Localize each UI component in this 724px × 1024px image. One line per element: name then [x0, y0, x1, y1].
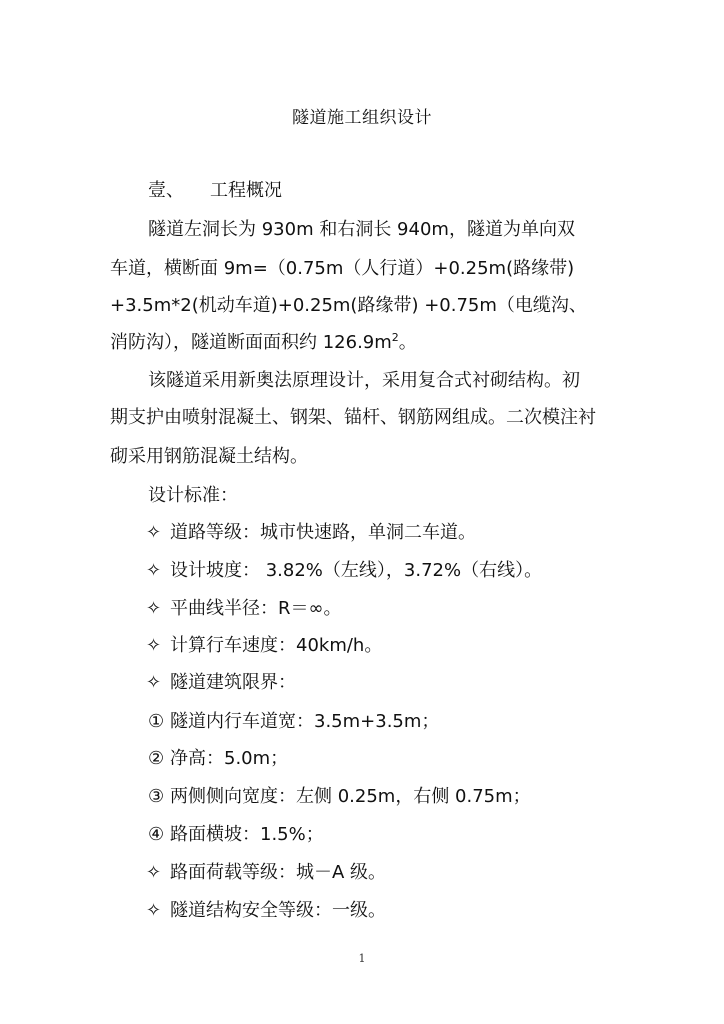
list-item-text: 隧道结构安全等级：一级。	[170, 900, 386, 921]
superscript: 2	[391, 331, 399, 344]
list-item-text: 道路等级：城市快速路，单洞二车道。	[170, 522, 476, 543]
circled-number-mark: ③	[148, 786, 165, 807]
sparkle-bullet-icon: ✧	[146, 522, 162, 543]
sub-list-item-text: 路面横坡：1.5%；	[170, 824, 324, 845]
sparkle-bullet-icon: ✧	[146, 560, 162, 581]
paragraph-line: 隧道左洞长为 930m 和右洞长 940m，隧道为单向双	[148, 219, 575, 240]
sub-list-item	[148, 709, 439, 735]
document-title: 隧道施工组织设计	[292, 108, 432, 128]
list-item-text: 平曲线半径：R＝∞。	[170, 598, 342, 619]
sub-list-item	[148, 784, 531, 810]
sparkle-bullet-icon: ✧	[146, 635, 162, 656]
sub-list-item-text: 隧道内行车道宽：3.5m+3.5m；	[170, 711, 440, 732]
list-item	[146, 596, 342, 622]
circled-number-mark: ④	[148, 824, 165, 845]
list-item	[146, 633, 382, 659]
paragraph-line: 该隧道采用新奥法原理设计，采用复合式衬砌结构。初	[148, 370, 580, 391]
sparkle-bullet-icon: ✧	[146, 900, 162, 921]
paragraph-text: 。	[398, 332, 417, 353]
section-heading	[148, 178, 282, 204]
sub-list-item-text: 两侧侧向宽度：左侧 0.25m，右侧 0.75m；	[170, 786, 531, 807]
sparkle-bullet-icon: ✧	[146, 862, 162, 883]
list-item	[146, 898, 386, 924]
section-title: 工程概况	[210, 180, 282, 201]
paragraph-line: 砌采用钢筋混凝土结构。	[110, 446, 308, 467]
page-number: 1	[358, 952, 366, 965]
circled-number-mark: ①	[148, 711, 165, 732]
list-item-text: 路面荷载等级：城－A 级。	[170, 862, 387, 883]
list-item-text: 设计坡度： 3.82%（左线），3.72%（右线）。	[170, 560, 543, 581]
list-item	[146, 558, 542, 584]
sub-list-item	[148, 822, 324, 848]
paragraph-text: 消防沟），隧道断面面积约 126.9m	[110, 332, 392, 353]
list-item	[146, 860, 386, 886]
sparkle-bullet-icon: ✧	[146, 672, 162, 693]
circled-number-mark: ②	[148, 748, 165, 769]
sub-list-item-text: 净高：5.0m；	[170, 748, 289, 769]
list-item-text: 隧道建筑限界：	[170, 672, 296, 693]
standards-heading: 设计标准：	[148, 485, 238, 506]
list-item-text: 计算行车速度：40km/h。	[170, 635, 383, 656]
paragraph-line: 期支护由喷射混凝土、钢架、锚杆、钢筋网组成。二次模注衬	[110, 407, 596, 428]
section-number: 壹、	[148, 180, 184, 201]
paragraph-line: +3.5m*2(机动车道)+0.25m(路缘带) +0.75m（电缆沟、	[110, 295, 587, 316]
list-item	[146, 520, 476, 546]
paragraph-line: 车道，横断面 9m=（0.75m（人行道）+0.25m(路缘带)	[110, 258, 575, 279]
list-item	[146, 670, 296, 696]
sub-list-item	[148, 746, 288, 772]
sparkle-bullet-icon: ✧	[146, 598, 162, 619]
paragraph-line	[110, 330, 417, 356]
